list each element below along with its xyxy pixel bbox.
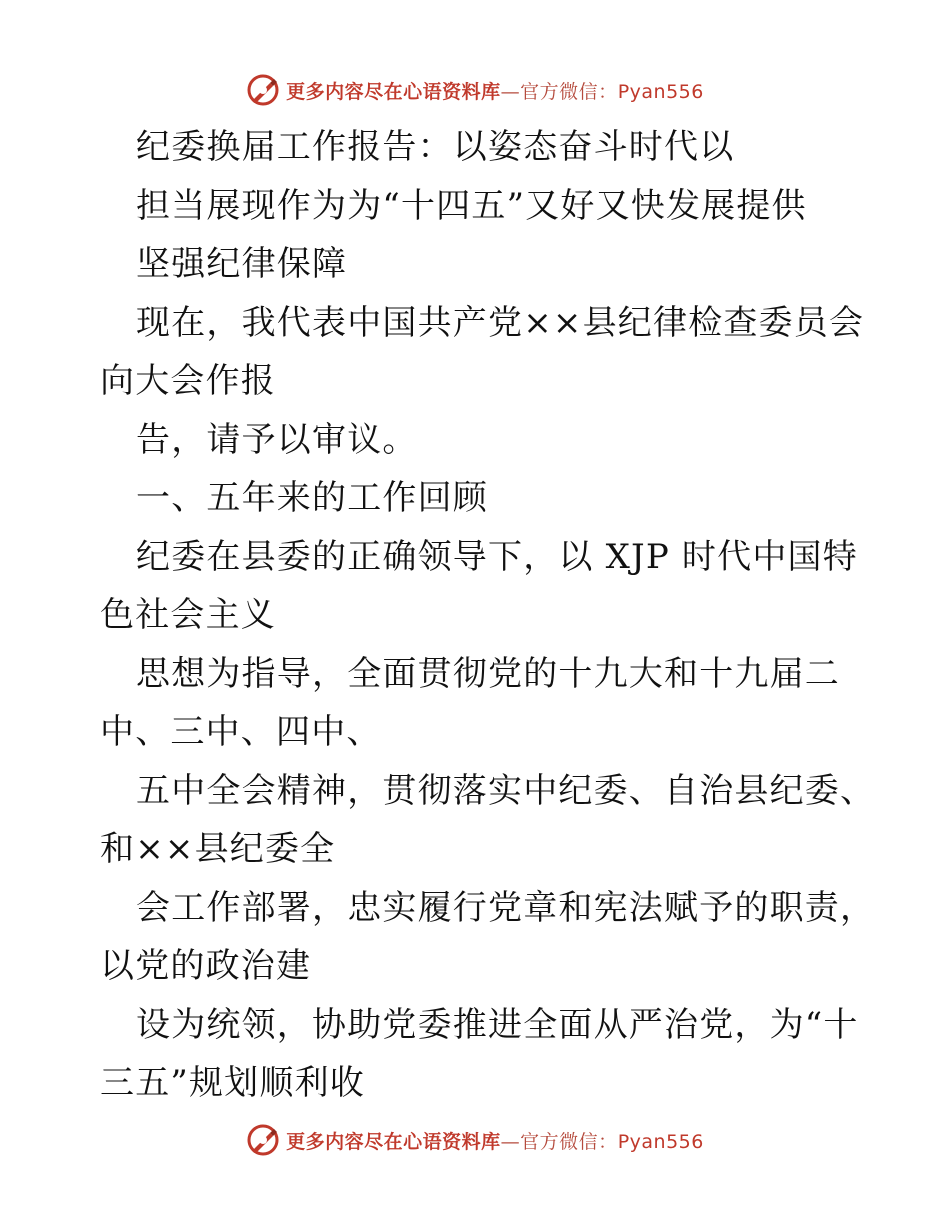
text-line: 以党的政治建 xyxy=(100,946,312,986)
text-line: 中、三中、四中、 xyxy=(100,712,382,752)
header-banner-wechat-label: 官方微信： xyxy=(520,80,618,103)
pen-logo-icon xyxy=(246,1123,280,1157)
footer-banner-text xyxy=(286,1127,704,1154)
text-line: 向大会作报 xyxy=(100,361,276,401)
footer-banner-separator: — xyxy=(500,1130,521,1153)
text-line: 三五”规划顺利收 xyxy=(100,1063,365,1103)
text-line: 纪委换届工作报告：以姿态奋斗时代以 xyxy=(136,127,735,167)
header-banner-text xyxy=(286,77,704,104)
text-line: 色社会主义 xyxy=(100,595,276,635)
document-body xyxy=(100,118,900,1113)
text-line: 现在，我代表中国共产党××县纪律检查委员会 xyxy=(136,302,865,343)
text-line: 纪委在县委的正确领导下，以 XJP 时代中国特 xyxy=(136,536,858,577)
text-line: 会工作部署，忠实履行党章和宪法赋予的职责， xyxy=(136,887,876,928)
text-line: 设为统领，协助党委推进全面从严治党，为“十 xyxy=(136,1004,859,1045)
text-line: 告，请予以审议。 xyxy=(136,419,418,460)
section-heading: 一、五年来的工作回顾 xyxy=(136,478,488,518)
text-line: 五中全会精神，贯彻落实中纪委、自治县纪委、 xyxy=(136,770,876,811)
footer-banner-wechat-label: 官方微信： xyxy=(520,1130,618,1153)
header-banner-title: 更多内容尽在心语资料库 xyxy=(286,80,501,103)
pen-logo-icon xyxy=(246,73,280,107)
footer-banner-title: 更多内容尽在心语资料库 xyxy=(286,1130,501,1153)
header-banner xyxy=(0,70,950,110)
footer-banner xyxy=(0,1120,950,1160)
text-line: 担当展现作为为“十四五”又好又快发展提供 xyxy=(136,185,807,226)
text-line: 坚强纪律保障 xyxy=(136,244,348,284)
header-banner-wechat-id: Pyan556 xyxy=(617,80,704,103)
footer-banner-wechat-id: Pyan556 xyxy=(617,1130,704,1153)
text-line: 思想为指导，全面贯彻党的十九大和十九届二 xyxy=(136,653,840,694)
header-banner-separator: — xyxy=(500,80,521,103)
text-line: 和××县纪委全 xyxy=(100,829,336,869)
